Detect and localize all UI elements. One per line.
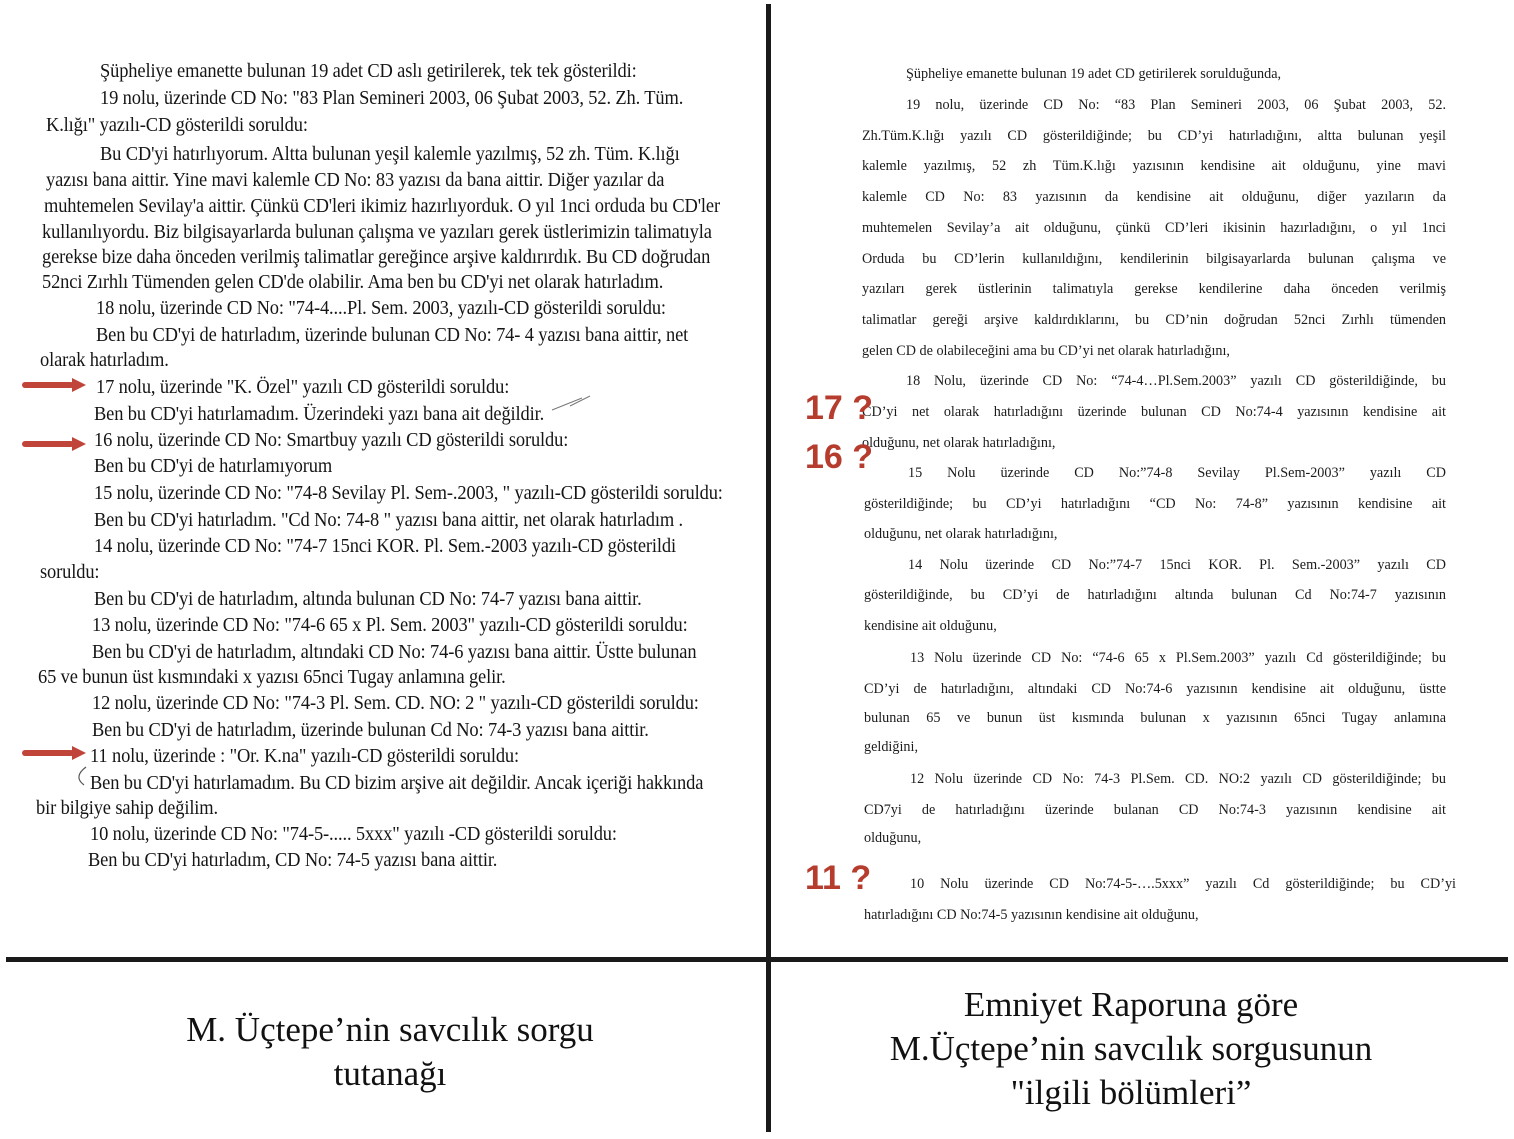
missing-item-11-label: 11 ? (805, 859, 872, 897)
right-line: olduğunu, net olarak hatırladığını, (864, 526, 1058, 542)
left-line: Şüpheliye emanette bulunan 19 adet CD aslı getirilerek, tek tek gösterildi: (100, 60, 637, 82)
right-line: hatırladığını CD No:74-5 yazısının kendisine ait olduğunu, (864, 907, 1199, 923)
right-line: gelen CD de olabileceğini ama bu CD’yi net olarak hatırladığını, (862, 343, 1230, 359)
left-line: 10 nolu, üzerinde CD No: "74-5-..... 5xxx" yazılı -CD gösterildi soruldu: (90, 823, 617, 845)
right-line: 19 nolu, üzerinde CD No: “83 Plan Semineri 2003, 06 Şubat 2003, 52. (906, 97, 1446, 113)
left-line: K.lığı" yazılı-CD gösterildi soruldu: (46, 114, 308, 136)
left-document-panel (0, 0, 766, 960)
left-line: 11 nolu, üzerinde : "Or. K.na" yazılı-CD gösterildi soruldu: (90, 745, 520, 767)
right-line: CD’yi net olarak hatırladığını üzerinde bulunan CD No:74-4 yazısının kendisine ait (862, 404, 1446, 420)
right-line: kalemle yazılmış, 52 zh Tüm.K.lığı yazısının kendisine ait olduğunu, yine mavi (862, 158, 1446, 174)
left-line: soruldu: (40, 561, 100, 583)
right-line: CD7yi de hatırladığını üzerinde bulanan CD No:74-3 yazısının kendisine ait (864, 802, 1446, 818)
arrow-11-icon (22, 747, 86, 759)
right-line: kalemle CD No: 83 yazısının da kendisine ait olduğunu, diğer yazıların da (862, 189, 1446, 205)
left-line: gerekse bize daha önceden verilmiş talimatlar gereğince arşive kaldırırdık. Bu CD doğrudan (42, 246, 711, 268)
left-line: Ben bu CD'yi hatırladım, CD No: 74-5 yazısı bana aittir. (88, 849, 498, 871)
left-line: yazısı bana aittir. Yine mavi kalemle CD No: 83 yazısı da bana aittir. Diğer yazılar da (46, 169, 665, 191)
left-line: olarak hatırladım. (40, 349, 169, 371)
pen-mark-icon (550, 394, 595, 414)
right-caption (780, 983, 1482, 1115)
right-line: 10 Nolu üzerinde CD No:74-5-….5xxx” yazılı Cd gösterildiğinde; bu CD’yi (910, 876, 1456, 892)
left-line: Ben bu CD'yi de hatırladım, üzerinde bulunan Cd No: 74-3 yazısı bana aittir. (92, 719, 649, 741)
arrow-16-icon (22, 438, 86, 450)
left-line: Ben bu CD'yi de hatırladım, altındaki CD No: 74-6 yazısı bana aittir. Üstte bulunan (92, 641, 697, 663)
right-caption-line: Emniyet Raporuna göre (963, 985, 1299, 1024)
left-line: 19 nolu, üzerinde CD No: "83 Plan Semineri 2003, 06 Şubat 2003, 52. Zh. Tüm. (100, 87, 684, 109)
left-line: 16 nolu, üzerinde CD No: Smartbuy yazılı CD gösterildi soruldu: (94, 429, 569, 451)
right-line: 15 Nolu üzerinde CD No:”74-8 Sevilay Pl.Sem-2003” yazılı CD (908, 465, 1446, 481)
right-line: geldiğini, (864, 739, 918, 755)
left-line: Bu CD'yi hatırlıyorum. Altta bulunan yeşil kalemle yazılmış, 52 zh. Tüm. K.lığı (100, 143, 680, 165)
right-line: gösterildiğinde, bu CD’yi de hatırladığını altında bulunan Cd No:74-7 yazısının (864, 587, 1446, 603)
right-line: 12 Nolu üzerinde CD No: 74-3 Pl.Sem. CD. NO:2 yazılı CD gösterildiğinde; bu (910, 771, 1446, 787)
right-caption-line: M.Üçtepe’nin savcılık sorgusunun (889, 1029, 1373, 1068)
right-caption-line: "ilgili bölümleri” (1010, 1073, 1252, 1112)
right-line: talimatlar gereği arşive kaldırdıklarını, bu CD’nin doğrudan 52nci Zırhlı tümenden (862, 312, 1446, 328)
right-document-panel (772, 0, 1514, 960)
right-line: Zh.Tüm.K.lığı yazılı CD gösterildiğinde; bu CD’yi hatırladığını, altta bulunan yeşil (862, 128, 1446, 144)
pen-mark-icon (74, 765, 90, 787)
left-line: kullanılıyordu. Biz bilgisayarlarda bulunan çalışma ve yazıları gerek üstlerimizin talimatıyla (42, 221, 712, 243)
right-line: 18 Nolu, üzerinde CD No: “74-4…Pl.Sem.2003” yazılı CD gösterildiğinde, bu (906, 373, 1446, 389)
left-line: Ben bu CD'yi hatırlamadım. Bu CD bizim arşive ait değildir. Ancak içeriği hakkında (90, 772, 704, 794)
left-line: 18 nolu, üzerinde CD No: "74-4....Pl. Sem. 2003, yazılı-CD gösterildi soruldu: (96, 297, 666, 319)
missing-item-17-label: 17 ? (805, 389, 874, 427)
right-line: kendisine ait olduğunu, (864, 618, 997, 634)
left-line: 17 nolu, üzerinde "K. Özel" yazılı CD gösterildi soruldu: (96, 376, 510, 398)
left-line: 13 nolu, üzerinde CD No: "74-6 65 x Pl. Sem. 2003" yazılı-CD gösterildi soruldu: (92, 614, 688, 636)
right-line: CD’yi de hatırladığını, altındaki CD No:74-6 yazısının kendisine ait olduğunu, üstte (864, 681, 1446, 697)
right-line: olduğunu, (864, 830, 922, 846)
horizontal-divider (6, 957, 1508, 962)
right-line: Orduda bu CD’lerin kullanıldığını, kendilerinin bilgisayarlarda bulunan çalışma ve (862, 251, 1446, 267)
right-line: yazıları gerek üstlerinin talimatıyla gerekse kendilerine daha önceden verilmiş (862, 281, 1446, 297)
left-caption-line: M. Üçtepe’nin savcılık sorgu (186, 1010, 594, 1049)
left-line: 14 nolu, üzerinde CD No: "74-7 15nci KOR. Pl. Sem.-2003 yazılı-CD gösterildi (94, 535, 676, 557)
left-line: Ben bu CD'yi hatırladım. "Cd No: 74-8 " yazısı bana aittir, net olarak hatırladım . (94, 509, 684, 531)
left-line: Ben bu CD'yi hatırlamadım. Üzerindeki yazı bana ait değildir. (94, 403, 545, 425)
left-line: 12 nolu, üzerinde CD No: "74-3 Pl. Sem. CD. NO: 2 " yazılı-CD gösterildi soruldu: (92, 692, 699, 714)
right-line: Şüpheliye emanette bulunan 19 adet CD getirilerek sorulduğunda, (906, 66, 1282, 82)
right-line: 14 Nolu üzerinde CD No:”74-7 15nci KOR. Pl. Sem.-2003” yazılı CD (908, 557, 1446, 573)
left-line: muhtemelen Sevilay'a aittir. Çünkü CD'leri ikimiz hazırlıyorduk. O yıl 1nci orduda bu CD'ler (44, 195, 720, 217)
left-line: 15 nolu, üzerinde CD No: "74-8 Sevilay Pl. Sem-.2003, " yazılı-CD gösterildi soruldu: (94, 482, 723, 504)
left-line: Ben bu CD'yi de hatırlamıyorum (94, 455, 333, 477)
left-line: 52nci Zırhlı Tümenden gelen CD'de olabilir. Ama ben bu CD'yi net olarak hatırladım. (42, 271, 664, 293)
left-caption-line: tutanağı (333, 1054, 447, 1093)
left-line: 65 ve bunun üst kısmındaki x yazısı 65nci Tugay anlamına gelir. (38, 666, 506, 688)
left-line: bir bilgiye sahip değilim. (36, 797, 218, 819)
left-line: Ben bu CD'yi de hatırladım, üzerinde bulunan CD No: 74- 4 yazısı bana aittir, net (96, 324, 689, 346)
missing-item-16-label: 16 ? (805, 438, 874, 476)
right-line: olduğunu, net olarak hatırladığını, (862, 435, 1056, 451)
right-line: muhtemelen Sevilay’a ait olduğunu, çünkü CD’leri ikisinin hazırladığını, o yıl 1nci (862, 220, 1446, 236)
left-caption (20, 1008, 760, 1096)
right-line: gösterildiğinde; bu CD’yi hatırladığını “CD No: 74-8” yazısının kendisine ait (864, 496, 1446, 512)
right-line: bulunan 65 ve bunun üst kısmında bulunan x yazısının 65nci Tugay anlamına (864, 710, 1446, 726)
vertical-divider (766, 4, 771, 1132)
right-line: 13 Nolu üzerinde CD No: “74-6 65 x Pl.Sem.2003” yazılı Cd gösterildiğinde; bu (910, 650, 1446, 666)
left-line: Ben bu CD'yi de hatırladım, altında bulunan CD No: 74-7 yazısı bana aittir. (94, 588, 642, 610)
arrow-17-icon (22, 379, 86, 391)
